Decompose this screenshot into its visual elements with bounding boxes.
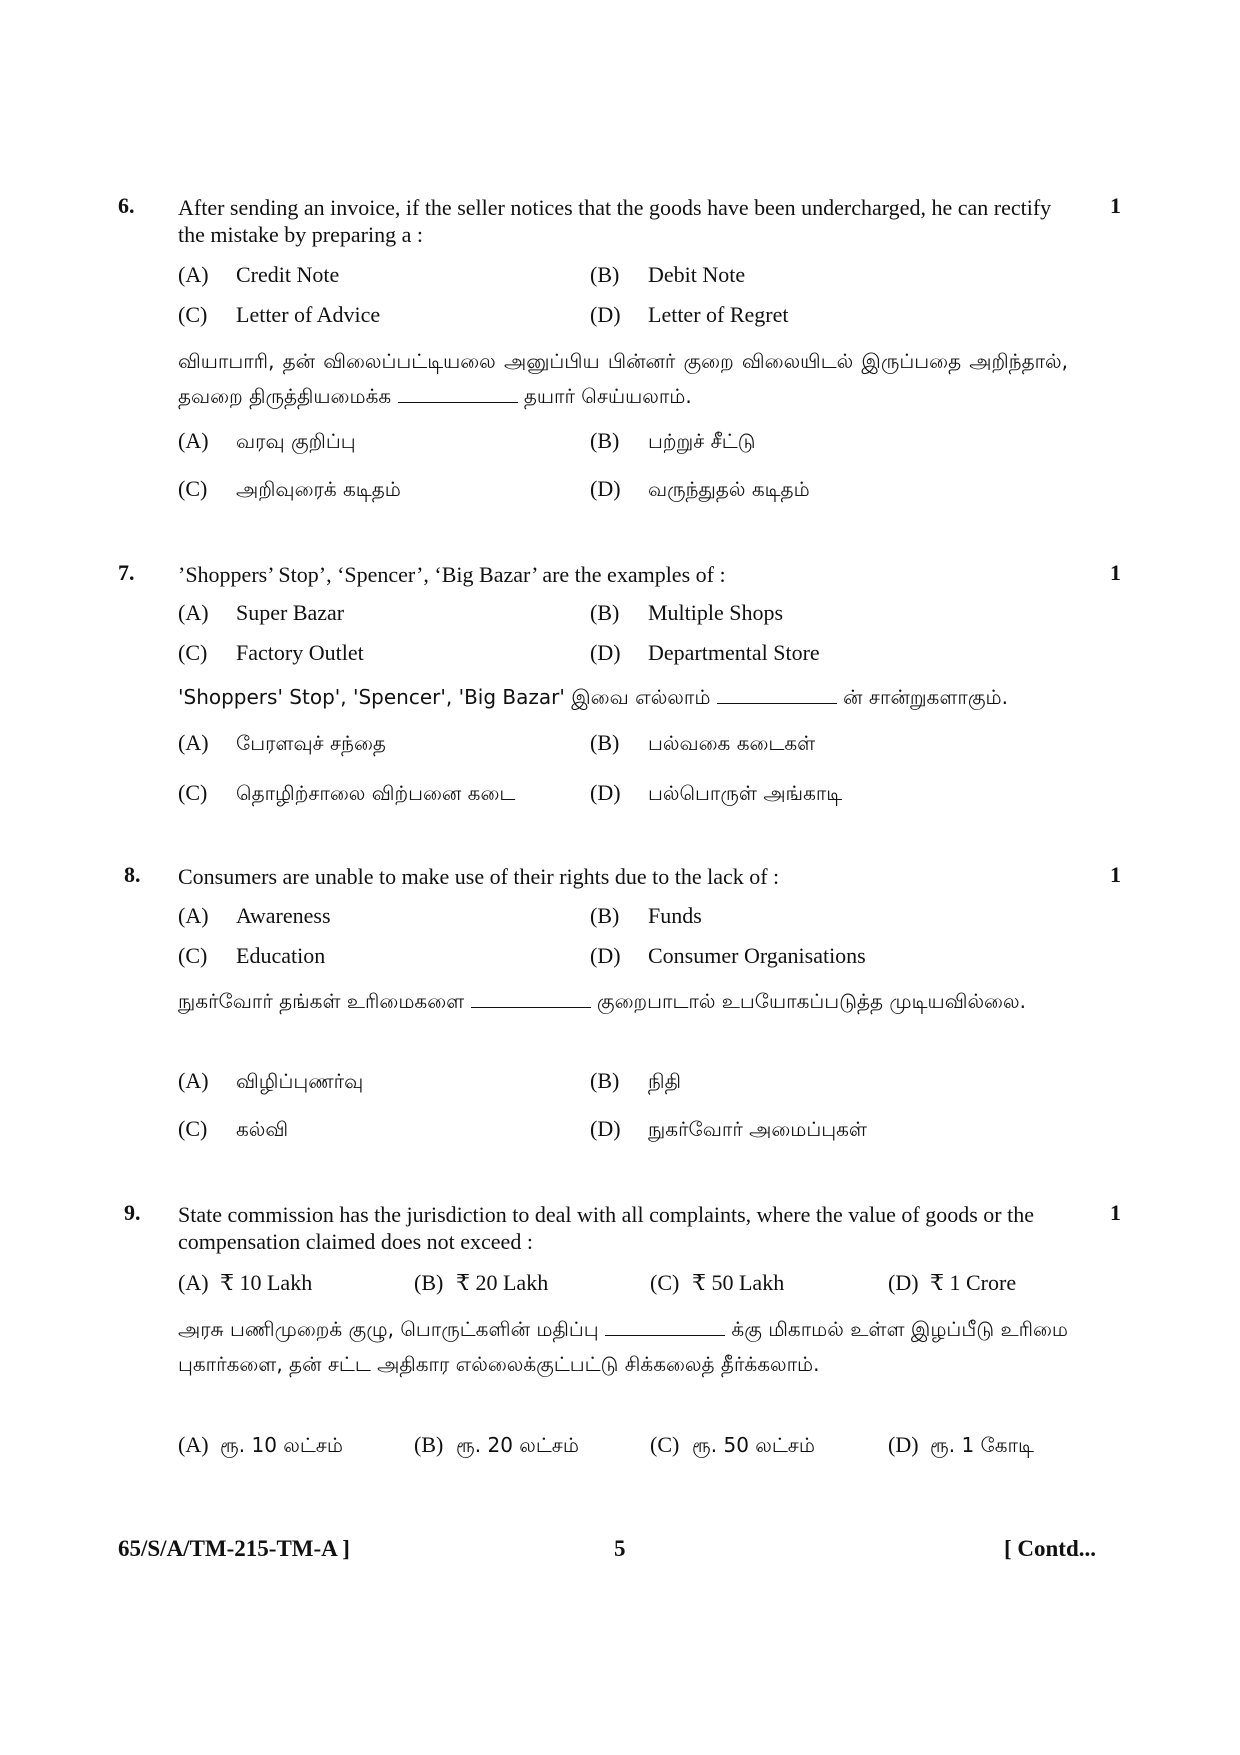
tamil-option-d: (D) ரூ. 1 கோடி: [888, 1432, 1034, 1457]
tamil-option-c: (C) கல்வி: [178, 1116, 289, 1141]
tamil-question-text: வியாபாரி, தன் விலைப்பட்டியலை அனுப்பிய பின்னர் குறை விலையிடல் இருப்பதை அறிந்தால், தவறை திருத்தியமைக்க தயார் செய்யலாம்.: [178, 349, 1068, 408]
tamil-option-a: (A) விழிப்புணர்வு: [178, 1068, 364, 1093]
question-marks: 1: [1110, 560, 1121, 585]
option-c: (C) ₹ 50 Lakh: [650, 1270, 785, 1295]
tamil-option-a: (A) ரூ. 10 லட்சம்: [178, 1432, 343, 1457]
tamil-question-text: 'Shoppers' Stop', 'Spencer', 'Big Bazar' இவை எல்லாம் ன் சான்றுகளாகும்.: [178, 685, 1008, 709]
question-text: State commission has the jurisdiction to deal with all complaints, where the value of goods or the compensation claimed does not exceed :: [178, 1202, 1034, 1254]
option-c: (C) Education: [178, 943, 326, 968]
tamil-question-text: அரசு பணிமுறைக் குழு, பொருட்களின் மதிப்பு க்கு மிகாமல் உள்ள இழப்பீடு உரிமை புகார்களை, தன் சட்ட அதிகார எல்லைக்குட்பட்டு சிக்கலைத் தீர்க்கலாம்.: [178, 1317, 1069, 1376]
question-text: Consumers are unable to make use of their rights due to the lack of :: [178, 864, 780, 889]
option-d: (D) ₹ 1 Crore: [888, 1270, 1017, 1295]
tamil-option-a: (A) வரவு குறிப்பு: [178, 428, 356, 453]
answer-blank: [398, 386, 518, 403]
option-b: (B) Debit Note: [590, 262, 746, 287]
tamil-option-d: (D) வருந்துதல் கடிதம்: [590, 476, 810, 501]
tamil-option-a: (A) பேரளவுச் சந்தை: [178, 730, 386, 755]
option-d: (D) Letter of Regret: [590, 302, 789, 327]
continued-label: [ Contd...: [1004, 1536, 1097, 1561]
page-number: 5: [614, 1536, 626, 1561]
tamil-option-b: (B) நிதி: [590, 1068, 681, 1093]
question-marks: 1: [1110, 193, 1121, 218]
answer-blank: [471, 991, 591, 1008]
option-c: (C) Factory Outlet: [178, 640, 364, 665]
paper-code: 65/S/A/TM-215-TM-A ]: [118, 1536, 350, 1561]
question-number: 6.: [118, 193, 135, 218]
option-a: (A) Credit Note: [178, 262, 340, 287]
tamil-question-text: நுகர்வோர் தங்கள் உரிமைகளை குறைபாடால் உபயோகப்படுத்த முடியவில்லை.: [178, 989, 1026, 1013]
tamil-option-b: (B) ரூ. 20 லட்சம்: [414, 1432, 579, 1457]
question-marks: 1: [1110, 1200, 1121, 1225]
tamil-option-c: (C) தொழிற்சாலை விற்பனை கடை: [178, 780, 516, 805]
question-number: 8.: [124, 862, 141, 887]
option-a: (A) ₹ 10 Lakh: [178, 1270, 313, 1295]
tamil-option-b: (B) பல்வகை கடைகள்: [590, 730, 816, 755]
option-d: (D) Departmental Store: [590, 640, 820, 665]
answer-blank: [605, 1319, 725, 1336]
question-text: ’Shoppers’ Stop’, ‘Spencer’, ‘Big Bazar’ are the examples of :: [178, 562, 726, 587]
option-b: (B) Multiple Shops: [590, 600, 784, 625]
option-a: (A) Super Bazar: [178, 600, 345, 625]
tamil-option-c: (C) ரூ. 50 லட்சம்: [650, 1432, 815, 1457]
option-c: (C) Letter of Advice: [178, 302, 381, 327]
tamil-option-b: (B) பற்றுச் சீட்டு: [590, 428, 756, 453]
tamil-option-c: (C) அறிவுரைக் கடிதம்: [178, 476, 401, 501]
option-b: (B) ₹ 20 Lakh: [414, 1270, 549, 1295]
question-number: 7.: [118, 560, 135, 585]
option-a: (A) Awareness: [178, 903, 331, 928]
question-text: After sending an invoice, if the seller notices that the goods have been undercharged, he can rectify the mistake by preparing a :: [178, 195, 1052, 247]
option-b: (B) Funds: [590, 903, 702, 928]
tamil-option-d: (D) பல்பொருள் அங்காடி: [590, 780, 843, 805]
option-d: (D) Consumer Organisations: [590, 943, 866, 968]
question-marks: 1: [1110, 862, 1121, 887]
answer-blank: [717, 687, 837, 704]
question-number: 9.: [124, 1200, 141, 1225]
tamil-option-d: (D) நுகர்வோர் அமைப்புகள்: [590, 1116, 867, 1141]
